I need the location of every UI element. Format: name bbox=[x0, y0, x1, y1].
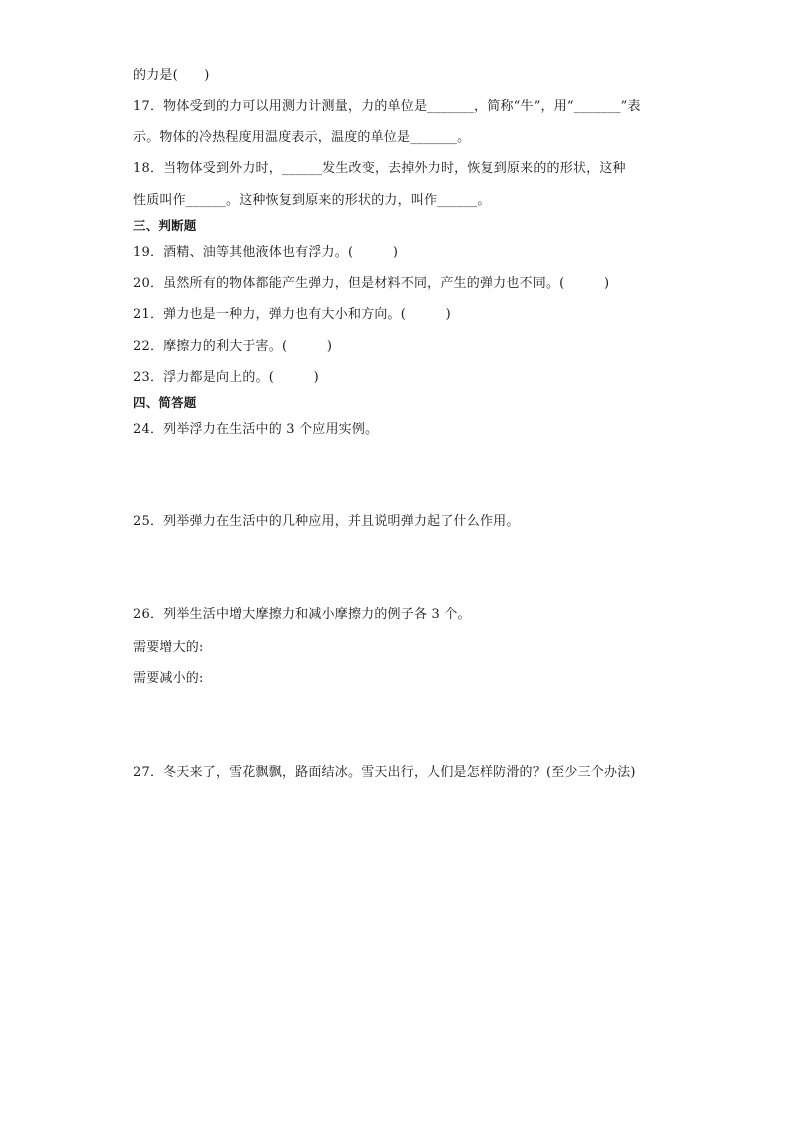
question-26-increase-label: 需要增大的: bbox=[133, 640, 204, 655]
question-19: 19．酒精、油等其他液体也有浮力。( ) bbox=[133, 245, 399, 260]
question-22: 22．摩擦力的利大于害。( ) bbox=[133, 339, 333, 354]
question-26: 26．列举生活中增大摩擦力和减小摩擦力的例子各 3 个。 bbox=[133, 607, 471, 622]
section-4-heading: 四、简答题 bbox=[133, 395, 197, 410]
question-25: 25．列举弹力在生活中的几种应用，并且说明弹力起了什么作用。 bbox=[133, 514, 520, 529]
question-26-decrease-label: 需要减小的: bbox=[133, 671, 204, 686]
question-24: 24．列举浮力在生活中的 3 个应用实例。 bbox=[133, 422, 379, 437]
question-20: 20．虽然所有的物体都能产生弹力，但是材料不同，产生的弹力也不同。( ) bbox=[133, 276, 610, 291]
question-27: 27．冬天来了，雪花飘飘，路面结冰。雪天出行，人们是怎样防滑的？(至少三个办法) bbox=[133, 765, 636, 780]
question-18-line-1: 18．当物体受到外力时，______发生改变，去掉外力时，恢复到原来的的形状，这种 bbox=[133, 161, 626, 176]
question-23: 23．浮力都是向上的。( ) bbox=[133, 370, 319, 385]
question-16-tail: 的力是( ) bbox=[133, 68, 210, 83]
question-21: 21．弹力也是一种力，弹力也有大小和方向。( ) bbox=[133, 307, 451, 322]
question-18-line-2: 性质叫作______。这种恢复到原来的形状的力，叫作______。 bbox=[133, 193, 491, 208]
question-17-line-2: 示。物体的冷热程度用温度表示，温度的单位是_______。 bbox=[133, 130, 471, 145]
section-3-heading: 三、判断题 bbox=[133, 218, 197, 233]
question-17-line-1: 17．物体受到的力可以用测力计测量，力的单位是_______，简称“牛”，用“_______”表 bbox=[133, 99, 641, 114]
